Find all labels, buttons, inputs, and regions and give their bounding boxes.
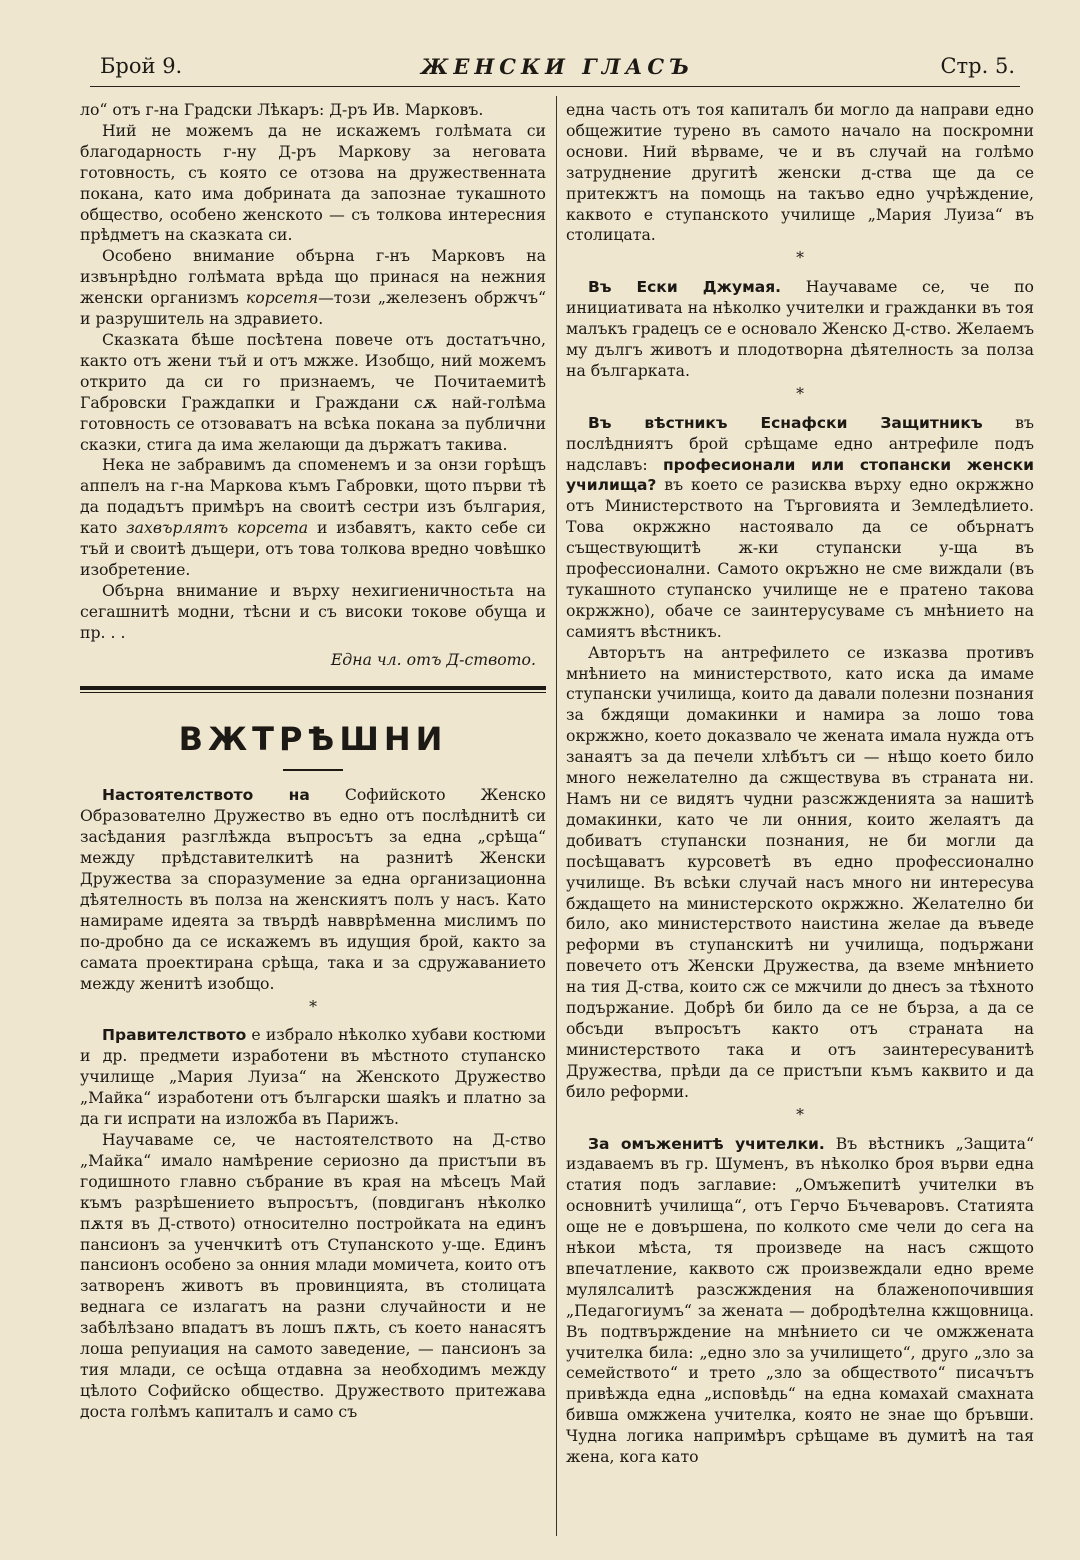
- header-rule: [90, 86, 1020, 87]
- news-board: Настоятелството на Софийското Женско Образователно Дружество въ едно отъ послѣднитѣ си засѣдания разглѣжда въпросътъ за една „срѣща“ между прѣдставителкитѣ на разнитѣ Женски Дружества за споразумение за една организационна дѣятелность въ полза на женскиятъ полъ у насъ. Като намираме идеята за твърдѣ навврѣменна мислимъ по по-дробно да се искажемъ въ идущия брой, както за самата проектирана срѣща, така и за сдружаванието между женитѣ изобщо.: [80, 785, 546, 993]
- corset-paragraph: Особено внимание обърна г-нъ Марковъ на извънрѣдно голѣмата врѣда що принася на нежния женски организмъ корсетя—този „железенъ обржчъ“ и разрушитель на здравието.: [80, 246, 546, 329]
- lecture-thanks: Ний не можемъ да не искажемъ голѣмата си благодарность г-ну Д-ръ Маркову за неговата готовность, съ която се отзова на дружественната покана, като има добрината да запознае тукашното общество, особено женското — съ толкова интересния прѣдметъ на сказката си.: [80, 120, 546, 245]
- page-header: [100, 54, 1015, 88]
- news-government: Правителството е избрало нѣколко хубави костюми и др. предмети изработени въ мѣстното ступанско училище „Мария Луиза“ на Женското Дружество „Майка“ изработени отъ български шаяkъ и платно за да ги испрати на изложба въ Парижъ.: [80, 1025, 546, 1129]
- separator-star: *: [309, 996, 317, 1016]
- left-column: [80, 100, 546, 1423]
- news-married-teachers: За омъженитѣ учителки. Въ вѣстникъ „Защита“ издаваемъ въ гр. Шуменъ, въ нѣколко броя върви една статия подъ заглавие: „Омъжепитѣ учителки въ основнитѣ училища“, отъ Герчо Бъчеваровъ. Статията още не е довършена, по колкото сме чели до сега на нѣкои мѣста, тя произведе на насъ сжщото впечатление, каквото сж произвеждали едно време мулялсалитѣ разсжждения на блаженопочившия „Педагогиумъ“ за жената — добродѣтелна кжщовница. Въ подтвърждение на мнѣнието си че омжжената учителка била: „едно зло за училището“, друго „зло за семейството“ и трето „зло за обществото“ писачътъ привѣжда една „исповѣдь“ на една комахай смахната бивша омжжена учителка, която не знае що бръвши. Чудна логика напримѣръ срѣщаме въ думитѣ на тая жена, кога като: [566, 1133, 1034, 1467]
- section-title: ВЖТРѢШНИ: [178, 720, 448, 759]
- separator-star: *: [796, 248, 804, 268]
- author-opinion: Авторътъ на антрефилето се изказва противъ мнѣнието на министерството, като иска да имаме ступански училища, които да давали полезни познания за бждящи домакинки и намира за лошо това окржжно, което доказвало че жената имала нужда отъ занаятъ за да печели хлѣбътъ си — нѣщо което било много нежелателно да сжществува въ страната ни. Намъ ни се видятъ чудни разсжжденията за нашитѣ домакинки, като че ли онния, които желаятъ да добиватъ ступански познания, не би могли да посѣщаватъ курсоветѣ въ едно профессионално училище. Въ всѣки случай насъ много ни интересува бждащето на министерското окржжно. Желателно би било, ако министерството наистина желае да въведе реформи въ ступанскитѣ ни училища, подържани повечето отъ Женски Дружества, да вземе мнѣнието на тия Д-ства, които сж се мжчили до днесъ за тѣхното подържание. Добрѣ би било да се не бърза, а да се обсъди въпросътъ както отъ страната на министерството така и отъ заинтересуванитѣ Дружества, прѣди да се пристъпи къмъ каквито и да било реформи.: [566, 642, 1034, 1101]
- news-esnafski-zashtitnik: Въ вѣстникъ Еснафски Защитникъ въ послѣдниятъ брой срѣщаме едно антрефиле подъ надславъ: професионали или стопански женски училища? въ което се разисква върху едно окржжно отъ Министерството на Търговията и Земледѣлието. Това окржжно настоявало да се обърнатъ съществующитѣ ж-ки ступански у-ща въ профессионални. Самото окръжно не сме виждали (въ тукашното ступанско училище не е пратено такова окржжно), обаче се заинтерусуваме съ мнѣнието на самиятъ вѣстникъ.: [566, 412, 1034, 641]
- signature: Една чл. отъ Д-ството.: [330, 649, 536, 669]
- newspaper-title: ЖЕНСКИ ГЛАСЪ: [420, 54, 695, 79]
- issue-number: Брой 9.: [100, 54, 183, 78]
- section-rule-thick: [80, 686, 546, 690]
- separator-star: *: [796, 1104, 804, 1124]
- attendance-paragraph: Сказката бѣше посѣтена повече отъ достатъчно, както отъ жени тъй и отъ мжже. Изобщо, ний можемъ открито да си го признаемъ, че Почитаемитѣ Габровски Граждапки и Граждани сѫ най-голѣма готовность се отзоваватъ на всѣка покана за публични сказки, стига да има желающи да държатъ такива.: [80, 329, 546, 454]
- news-boarding-house: Научаваме се, че настоятелството на Д-ство „Майка“ имало намѣрение сериозно да пристъпи въ годишното главно събрание въ края на мѣсецъ Май къмъ разрѣшението въпросътъ, (повдиганъ нѣколко пѫтя въ Д-ството) относително постройката на единъ пансионъ за ученчкитѣ отъ Ступанското у-ще. Единъ пансионъ особено за онния млади момичета, които отъ затворенъ животъ въ провинцията, въ столицата веднага се излагатъ на разни случайности и не забѣлѣзано впадатъ въ лошъ пѫть, съ което нанасятъ лоша репуиация на самото заведение, — пансионъ за тия млади, се осѣща отдавна за необходимъ между цѣлото Софийско общество. Дружеството притежава доста голѣмъ капиталъ и само съ: [80, 1129, 546, 1421]
- news-eski-dzhumaya: Въ Ески Джумая. Научаваме се, че по инициативата на нѣколко учителки и гражданки въ тоя малъкъ градецъ се е основало Женско Д-ство. Желаемъ му дългъ животъ и плодотворна дѣятелность за полза на българката.: [566, 277, 1034, 380]
- appeal-paragraph: Нека не забравимъ да споменемъ и за онзи горѣщъ аппелъ на г-на Маркова къмъ Габровки, щото първи тѣ да подадътъ примѣръ на своитѣ сестри изъ българия, като захвърлятъ корсета и избавятъ, както себе си тъй и своитѣ дъщери, отъ това толкова вредно човѣшко изобретение.: [80, 455, 546, 579]
- shoes-paragraph: Обърна внимание и върху нехигиеничностьта на сегашнитѣ модни, тѣсни и съ високи токове обуща и пр. . .: [80, 580, 546, 642]
- section-rule-thin: [80, 692, 546, 693]
- section-title-underline: [283, 769, 343, 771]
- boarding-continuation: една часть отъ тоя капиталъ би могло да направи едно общежитие турено въ самото начало на поскромни основи. Ний вѣрваме, че и въ случай на голѣмо затруднение другитѣ женски д-ства ще да се притекжтъ на помощь на такъво едно учрѣждение, каквото е ступанското училище „Мария Луиза“ въ столицата.: [566, 100, 1034, 245]
- page-number: Стр. 5.: [940, 54, 1015, 78]
- lecture-intro: ло“ отъ г-на Градски Лѣкаръ: Д-ръ Ив. Марковъ.: [80, 100, 484, 119]
- column-divider: [556, 96, 557, 1536]
- separator-star: *: [796, 383, 804, 403]
- right-column: [566, 100, 1034, 1468]
